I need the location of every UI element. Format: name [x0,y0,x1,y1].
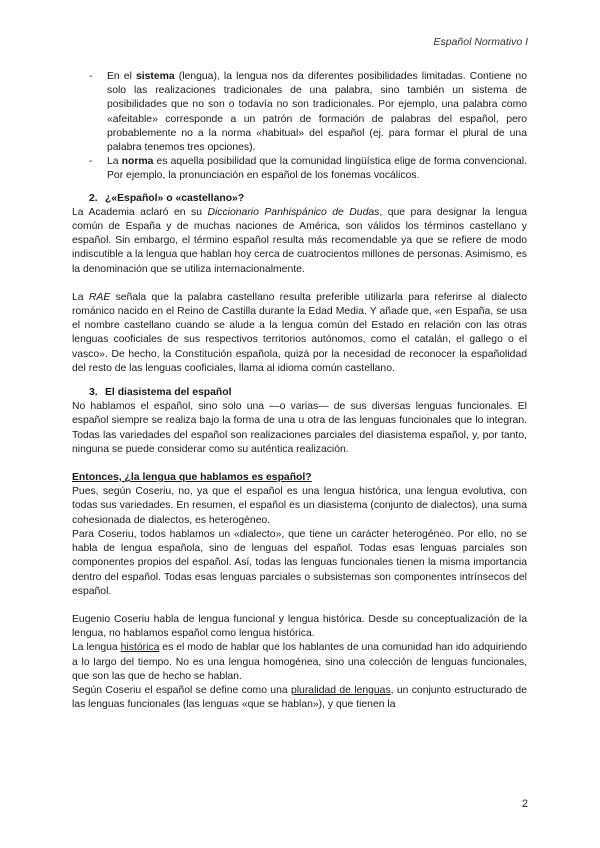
term-sistema: sistema [135,71,175,82]
paragraph: Eugenio Coseriu habla de lengua funcional y lengua histórica. Desde su conceptualización de la lengua, no hablamos español como lengua histórica. [72,613,527,640]
term-norma: norma [121,156,154,168]
bullet-dash: - [89,156,93,168]
page-content [72,70,527,712]
paragraph: Pues, según Coseriu, no, ya que el español es una lengua histórica, una lengua evolutiva, con todas sus variedades. En resumen, el español es un diasistema (conjunto de dialectos), una suma cohesionada de dialectos, es heterogéneo. [72,486,527,526]
bullet-item-sistema: - En el sistema (lengua), la lengua nos da diferentes posibilidades limitadas. Contiene no solo las realizaciones tradicionales de una palabra, sino también un sistema de posibilidades que no son o todavía no son tradicionales. Por ejemplo, una palabra como «afeitable» corresponde a un patrón de formación de palabras del español, pero probablemente no a la norma «habitual» del español (ej. para formar el plural de una palabra tenemos tres opciones). [89,71,527,154]
paragraph: Según Coseriu el español se define como una pluralidad de lenguas, un conjunto estructurado de las lenguas funcionales (las lenguas «que se hablan»), y que tienen la [72,684,527,711]
paragraph: La lengua histórica es el modo de hablar que los hablantes de una comunidad han ido adquiriendo a lo largo del tiempo. No es una lengua homogénea, sino una colección de lenguas funcionales, que son las que de hecho se hablan. [72,642,527,682]
paragraph: La RAE señala que la palabra castellano resulta preferible utilizarla para referirse al dialecto románico nacido en el Reino de Castilla durante la Edad Media. Y añade que, «en España, se usa el nombre castellano cuando se alude a la lengua común del Estado en relación con las otras lenguas cooficiales de sus respectivos territorios autónomos, como el catalán, el gallego o el vasco». De hecho, la Constitución española, quizá por la necesidad de reconocer la españolidad del resto de las lenguas cooficiales, llama al idioma común castellano. [72,291,528,374]
page-number: 2 [521,798,528,810]
bullet-dash: - [89,71,93,82]
section-heading-3: 3. El diasistema del español [89,387,232,399]
running-header: Español Normativo I [433,36,528,48]
rae-abbrev: RAE [88,291,111,303]
paragraph: La Academia aclaró en su Diccionario Panhispánico de Dudas, que para designar la lengua común de España y de muchas naciones de América, son válidos los términos castellano y español. Sin embargo, el término español resulta más recomendable ya que se refiere de modo indiscutible a la lengua que hablan hoy cerca de cuatrocientos millones de personas. Asimismo, es la denominación que se utiliza internacionalmente. [72,206,527,275]
bullet-list [72,70,527,184]
paragraph: Para Coseriu, todos hablamos un «dialecto», que tiene un carácter heterogéneo. Por ello, no se habla de lengua española, sino de lenguas del español. Todas esas lenguas parciales son componentes propios del español. Así, todas las lenguas funcionales tienen la misma importancia dentro del español. Todas esas lenguas parciales o subsistemas son componentes intrínsecos del español. [72,528,527,597]
bullet-item-norma: - La norma es aquella posibilidad que la comunidad lingüística elige de forma convencional. Por ejemplo, la pronunciación en español de los fonemas vocálicos. [89,156,527,182]
dictionary-title: Diccionario Panhispánico de Dudas [207,206,380,218]
paragraph: No hablamos el español, sino solo una —o varias— de sus diversas lenguas funcionales. El español siempre se realiza bajo la forma de una u otra de las lenguas funcionales que lo integran. Todas las variedades del español son realizaciones parciales del diasistema español, y, por tanto, ninguna se puede considerar como su auténtica realización. [72,401,527,455]
underlined-term: pluralidad de lenguas [290,684,391,696]
section-heading-2: 2. ¿«Español» o «castellano»? [89,192,245,204]
subsection-heading: Entonces, ¿la lengua que hablamos es español? [72,472,312,484]
underlined-term: histórica [120,642,160,654]
